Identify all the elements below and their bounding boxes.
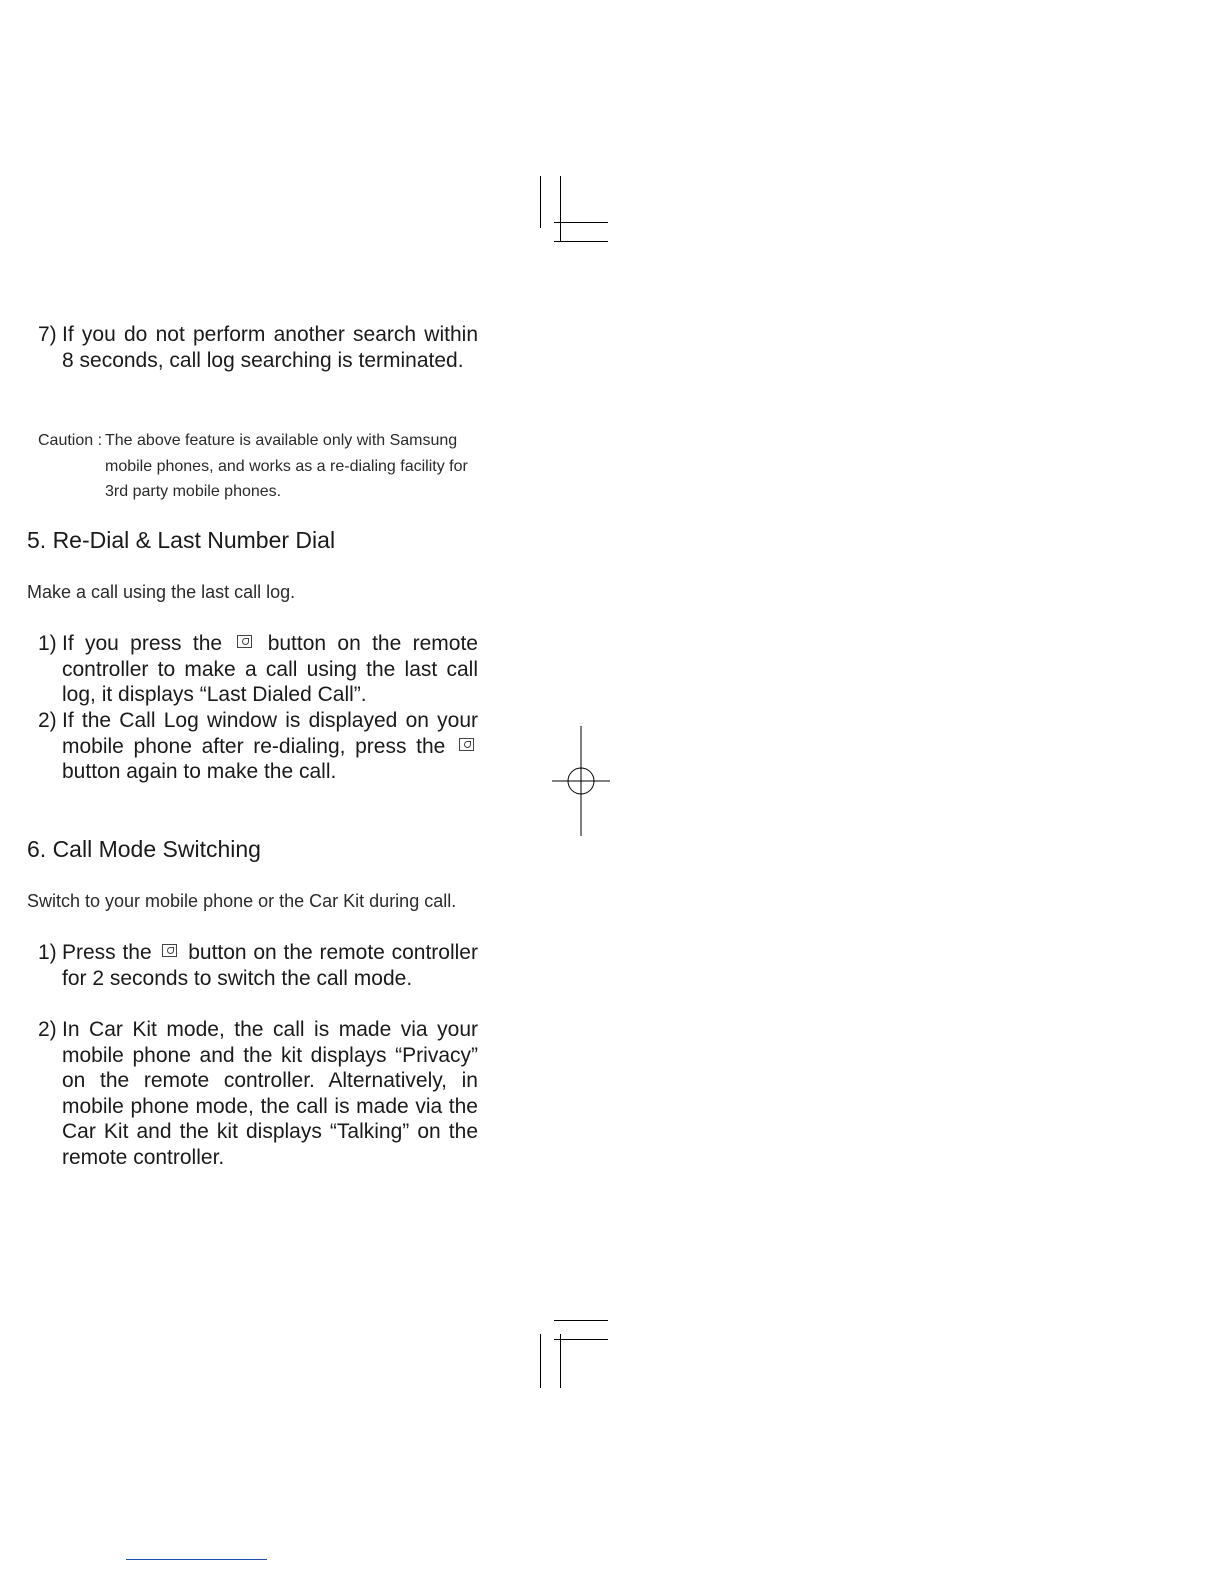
redial-button-icon	[459, 738, 474, 751]
section-6-step-1	[38, 940, 478, 991]
section-6-step-2	[38, 1017, 478, 1170]
step-number: 1)	[38, 632, 57, 655]
call-button-icon	[162, 944, 177, 957]
footer-rule	[126, 1559, 267, 1560]
caution-label: Caution :	[38, 432, 103, 449]
step-text-after: button on the remote controller to make a call using the last call log, it displays “Last Dialed Call”.	[62, 632, 478, 706]
step-number: 7)	[38, 323, 57, 346]
caution-note	[38, 428, 478, 505]
crop-mark-bottom-horizontal-2	[554, 1339, 608, 1340]
step-text: In Car Kit mode, the call is made via your mobile phone and the kit displays “Privacy” on the remote controller. Alternatively, in mobile phone mode, the call is made via the Car Kit and the kit displays “Talking” on the remote controller.	[62, 1018, 478, 1169]
step-text-after: button on the remote controller for 2 seconds to switch the call mode.	[62, 941, 478, 990]
crop-mark-top-horizontal-1	[554, 222, 608, 223]
registration-mark	[552, 726, 610, 836]
section-5-intro: Make a call using the last call log.	[27, 582, 296, 602]
step-number: 2)	[38, 709, 57, 732]
crop-mark-top-vertical-right	[560, 176, 561, 242]
section-5-step-1	[38, 631, 478, 708]
crop-mark-bottom-horizontal-1	[554, 1320, 608, 1321]
step-text-before: Press the	[62, 941, 152, 964]
step-text-after: button again to make the call.	[62, 760, 337, 783]
crop-mark-top-horizontal-2	[554, 241, 608, 242]
redial-button-icon	[237, 635, 252, 648]
crop-mark-bottom-vertical-right	[560, 1334, 561, 1388]
step-number: 2)	[38, 1018, 57, 1041]
crop-mark-bottom-vertical-left	[540, 1334, 541, 1388]
section-6-intro: Switch to your mobile phone or the Car Kit during call.	[27, 891, 457, 911]
step-text-before: If you press the	[62, 632, 223, 655]
step-text-before: If the Call Log window is displayed on your mobile phone after re-dialing, press the	[62, 709, 478, 758]
step-text: If you do not perform another search within 8 seconds, call log searching is terminated.	[62, 323, 478, 372]
section-5-step-2	[38, 708, 478, 785]
caution-text: The above feature is available only with Samsung mobile phones, and works as a re-dialing facility for 3rd party mobile phones.	[105, 432, 468, 500]
section-6-heading: 6. Call Mode Switching	[27, 836, 261, 862]
crop-mark-top-vertical-left	[540, 176, 541, 228]
section-5-heading: 5. Re-Dial & Last Number Dial	[27, 527, 336, 553]
step-number: 1)	[38, 941, 57, 964]
step-7	[38, 322, 478, 373]
